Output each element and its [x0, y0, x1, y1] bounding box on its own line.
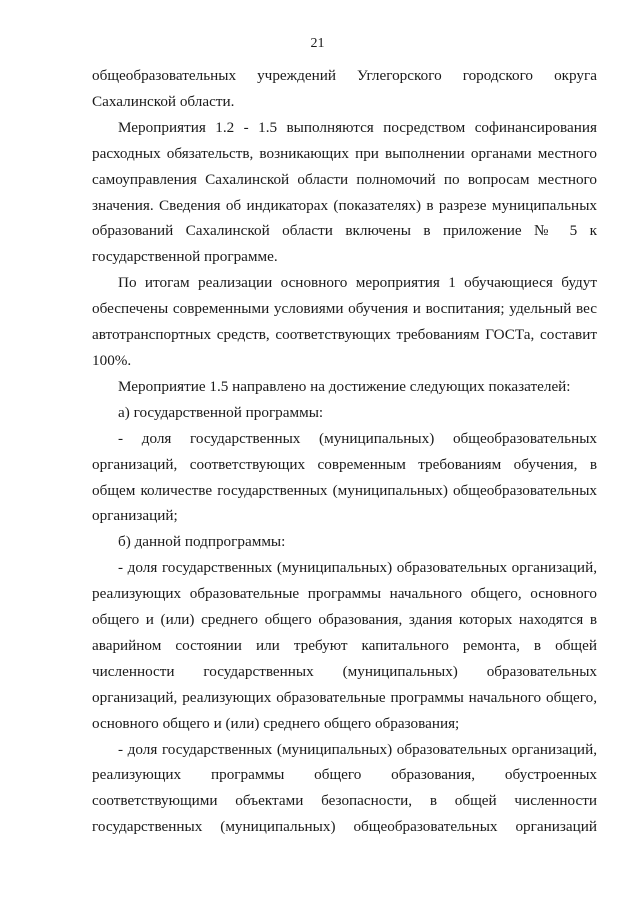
document-body	[92, 63, 597, 840]
list-item-indicator: - доля государственных (муниципальных) образовательных организаций, реализующих образовательные программы начального общего, основного общего и (или) среднего общего образования, здания которых находятся в аварийном состоянии или требуют капитального ремонта, в общей численности государственных (муниципальных) образовательных организаций, реализующих образовательные программы начального общего, основного общего и (или) среднего общего образования;	[92, 559, 597, 732]
list-item-indicator: - доля государственных (муниципальных) общеобразовательных организаций, соответствующих современным требованиям обучения, в общем количестве государственных (муниципальных) общеобразовательных организаций;	[92, 429, 597, 525]
paragraph-measure-indicators: Мероприятие 1.5 направлено на достижение следующих показателей:	[118, 377, 571, 395]
list-heading-state-program: а) государственной программы:	[118, 403, 324, 421]
paragraph-continuation: общеобразовательных учреждений Углегорского городского округа Сахалинской области.	[92, 67, 597, 110]
paragraph-measures-financing: Мероприятия 1.2 - 1.5 выполняются посредством софинансирования расходных обязательств, возникающих при выполнении органами местного самоуправления Сахалинской области полномочий по вопросам местного значения. Сведения об индикаторах (показателях) в разрезе муниципальных образований Сахалинской области включены в приложение № 5 к государственной программе.	[92, 118, 597, 266]
list-heading-subprogram: б) данной подпрограммы:	[118, 533, 286, 551]
paragraph-results: По итогам реализации основного мероприятия 1 обучающиеся будут обеспечены современными условиями обучения и воспитания; удельный вес автотранспортных средств, соответствующих требованиям ГОСТа, составит 100%.	[92, 274, 597, 369]
page-number: 21	[310, 36, 325, 51]
list-item-indicator: - доля государственных (муниципальных) образовательных организаций, реализующих программы общего образования, обустроенных соответствующими объектами безопасности, в общей численности государственных (муниципальных) общеобразовательных организаций	[92, 740, 597, 836]
